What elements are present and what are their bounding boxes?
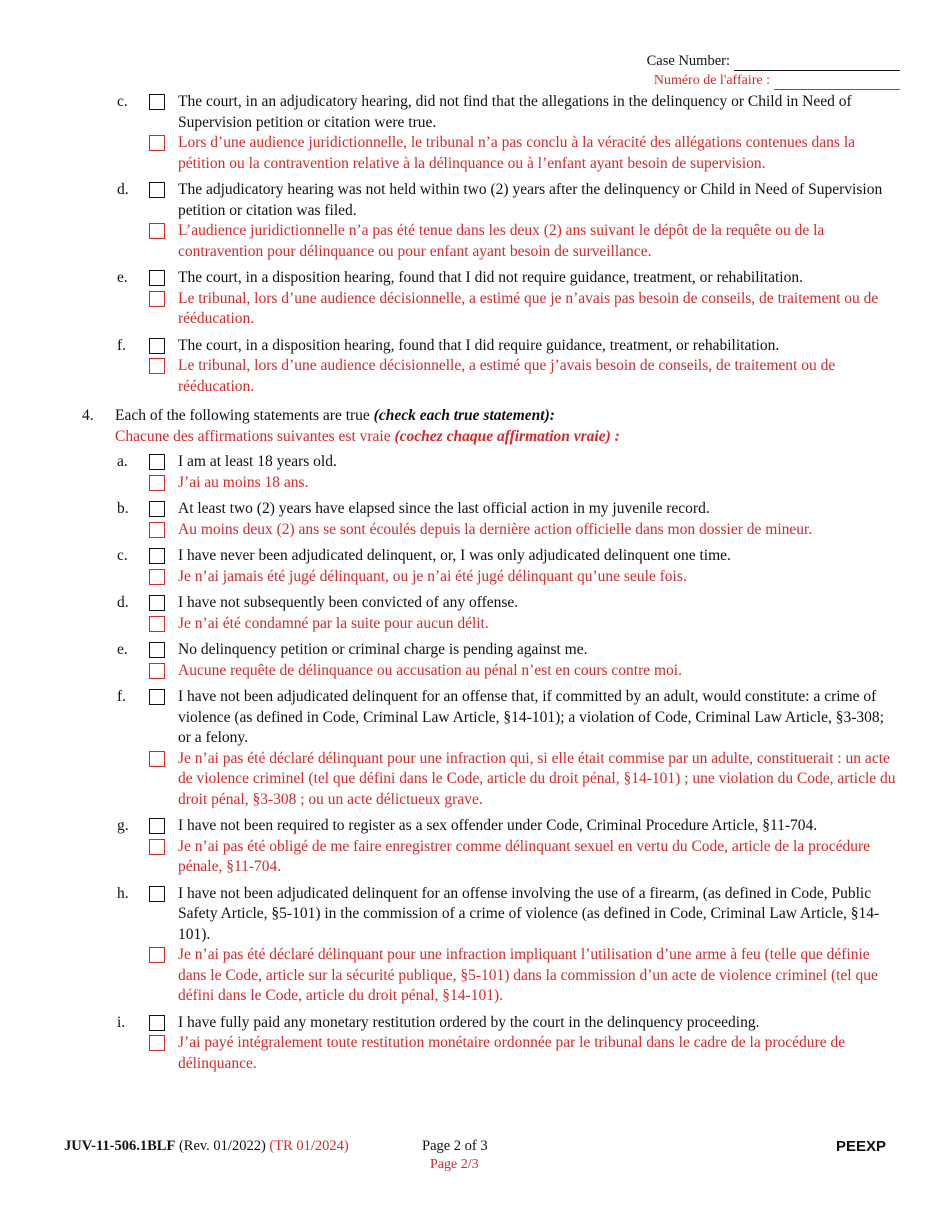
list-item bbox=[0, 180, 950, 262]
checkbox[interactable] bbox=[149, 454, 165, 470]
item-text-fr: Aucune requête de délinquance ou accusation au pénal n’est en cours contre moi. bbox=[178, 661, 682, 679]
item-letter: a. bbox=[117, 453, 128, 470]
form-tag: PEEXP bbox=[836, 1138, 887, 1155]
section-3-items bbox=[0, 92, 950, 397]
checkbox[interactable] bbox=[149, 1015, 165, 1031]
form-identifier bbox=[64, 1138, 349, 1155]
intro-en: Each of the following statements are true bbox=[115, 407, 374, 424]
intro-fr-emphasis: (cochez chaque affirmation vraie) : bbox=[394, 427, 620, 445]
item-text-fr: Lors d’une audience juridictionnelle, le tribunal n’a pas conclu à la véracité des allégations contenues dans la pétition ou la contravention relative à la délinquance ou à l’enfant ayant besoin de supervision. bbox=[178, 134, 856, 172]
item-letter: b. bbox=[117, 500, 129, 517]
item-text-en: The court, in a disposition hearing, found that I did not require guidance, treatment, or rehabilitation. bbox=[178, 269, 803, 286]
intro-en-emphasis: (check each true statement): bbox=[373, 407, 555, 424]
checkbox[interactable] bbox=[149, 501, 165, 517]
item-letter: i. bbox=[117, 1013, 126, 1031]
item-text-fr: Je n’ai pas été déclaré délinquant pour une infraction qui, si elle était commise par un adulte, constituerait : un acte de violence criminel (tel que défini dans le Code, article du droit pénal, §14-101) ; une violation du Code, article du droit pénal, §3-308 ; ou un acte délictueux grave. bbox=[178, 749, 896, 808]
section-4-items bbox=[0, 452, 950, 1074]
list-item bbox=[0, 1013, 950, 1075]
checkbox[interactable] bbox=[149, 595, 165, 611]
list-item bbox=[0, 268, 950, 330]
list-item bbox=[0, 336, 950, 398]
checkbox-fr[interactable] bbox=[149, 223, 165, 239]
item-text-fr: L’audience juridictionnelle n’a pas été tenue dans les deux (2) ans suivant le dépôt de la requête ou de la contravention pour délinquance ou pour enfant ayant besoin de surveillance. bbox=[178, 222, 825, 260]
list-item bbox=[0, 499, 950, 540]
checkbox[interactable] bbox=[149, 548, 165, 564]
item-text-en: At least two (2) years have elapsed since the last official action in my juvenile record. bbox=[178, 500, 710, 517]
list-item bbox=[0, 816, 950, 878]
question-4-text-fr bbox=[115, 427, 895, 448]
case-number-label-fr: Numéro de l'affaire : bbox=[653, 73, 770, 88]
checkbox[interactable] bbox=[149, 818, 165, 834]
item-text-en: The court, in an adjudicatory hearing, did not find that the allegations in the delinquency or Child in Need of Supervision petition or citation were true. bbox=[178, 93, 852, 131]
item-text-en: The adjudicatory hearing was not held within two (2) years after the delinquency or Child in Need of Supervision petition or citation was filed. bbox=[178, 181, 883, 219]
item-text-fr: Le tribunal, lors d’une audience décisionnelle, a estimé que je n’avais pas besoin de conseils, de traitement ou de rééducation. bbox=[178, 289, 879, 327]
list-item bbox=[0, 687, 950, 810]
checkbox-fr[interactable] bbox=[149, 1035, 165, 1051]
checkbox-fr[interactable] bbox=[149, 358, 165, 374]
item-text-fr: Je n’ai pas été obligé de me faire enregistrer comme délinquant sexuel en vertu du Code, article de la procédure pénale, §11-704. bbox=[178, 837, 871, 875]
question-4-text-en bbox=[115, 406, 895, 427]
checkbox-fr[interactable] bbox=[149, 616, 165, 632]
translation-revision: (TR 01/2024) bbox=[269, 1138, 349, 1154]
list-item bbox=[0, 593, 950, 634]
list-item bbox=[0, 452, 950, 493]
item-text-fr: J’ai payé intégralement toute restitution monétaire ordonnée par le tribunal dans le cadre de la procédure de délinquance. bbox=[178, 1034, 846, 1072]
checkbox-fr[interactable] bbox=[149, 751, 165, 767]
item-letter: e. bbox=[117, 641, 128, 658]
item-letter: h. bbox=[117, 884, 129, 902]
checkbox-fr[interactable] bbox=[149, 947, 165, 963]
checkbox[interactable] bbox=[149, 338, 165, 354]
list-item bbox=[0, 92, 950, 174]
question-number: 4. bbox=[82, 407, 94, 424]
case-number-field-fr[interactable] bbox=[774, 76, 900, 90]
item-text-fr: J’ai au moins 18 ans. bbox=[178, 473, 309, 491]
case-number-label: Case Number: bbox=[646, 53, 730, 69]
item-text-en: I have fully paid any monetary restitution ordered by the court in the delinquency proceeding. bbox=[178, 1013, 760, 1031]
item-letter: g. bbox=[117, 817, 129, 834]
item-text-en: I have not been adjudicated delinquent for an offense that, if committed by an adult, would constitute: a crime of violence (as defined in Code, Criminal Law Article, §14-101); a violation of Code, Criminal Law Article, §3-308; or a felony. bbox=[178, 688, 884, 746]
item-text-en: The court, in a disposition hearing, found that I did require guidance, treatment, or rehabilitation. bbox=[178, 336, 780, 354]
item-letter: c. bbox=[117, 93, 128, 110]
checkbox-fr[interactable] bbox=[149, 475, 165, 491]
checkbox-fr[interactable] bbox=[149, 569, 165, 585]
item-letter: e. bbox=[117, 269, 128, 286]
checkbox-fr[interactable] bbox=[149, 663, 165, 679]
checkbox[interactable] bbox=[149, 182, 165, 198]
item-text-fr: Au moins deux (2) ans se sont écoulés depuis la dernière action officielle dans mon dossier de mineur. bbox=[178, 520, 813, 538]
item-text-fr: Je n’ai jamais été jugé délinquant, ou je n’ai été jugé délinquant qu’une seule fois. bbox=[178, 567, 687, 585]
checkbox[interactable] bbox=[149, 689, 165, 705]
list-item bbox=[0, 546, 950, 587]
checkbox-fr[interactable] bbox=[149, 135, 165, 151]
page-number: Page 2 of 3 bbox=[422, 1138, 488, 1154]
item-letter: d. bbox=[117, 181, 129, 198]
item-letter: d. bbox=[117, 594, 129, 611]
checkbox-fr[interactable] bbox=[149, 291, 165, 307]
item-text-fr: Le tribunal, lors d’une audience décisionnelle, a estimé que j’avais besoin de conseils, de traitement ou de rééducation. bbox=[178, 357, 836, 395]
item-text-en: I have not been required to register as a sex offender under Code, Criminal Procedure Article, §11-704. bbox=[178, 817, 818, 834]
item-letter: c. bbox=[117, 547, 128, 564]
checkbox[interactable] bbox=[149, 94, 165, 110]
checkbox[interactable] bbox=[149, 270, 165, 286]
item-text-en: I have not subsequently been convicted of any offense. bbox=[178, 594, 519, 611]
case-number-row-fr bbox=[560, 71, 900, 90]
item-text-fr: Je n’ai pas été déclaré délinquant pour une infraction impliquant l’utilisation d’une arme à feu (telle que définie dans le Code, article sur la sécurité publique, §5-101) dans la commission d’un acte de violence criminel (tel que défini dans le Code, article du droit pénal, §14-101). bbox=[178, 946, 878, 1004]
item-text-en: No delinquency petition or criminal charge is pending against me. bbox=[178, 641, 588, 658]
item-text-fr: Je n’ai été condamné par la suite pour aucun délit. bbox=[178, 614, 489, 632]
list-item bbox=[0, 884, 950, 1007]
item-text-en: I am at least 18 years old. bbox=[178, 453, 337, 470]
intro-fr: Chacune des affirmations suivantes est vraie bbox=[115, 427, 395, 445]
item-text-en: I have not been adjudicated delinquent for an offense involving the use of a firearm, (as defined in Code, Public Safety Article, §5-101) in the commission of a crime of violence (as defined in Code, Criminal Law Article, §14-101). bbox=[178, 884, 880, 943]
form-code: JUV-11-506.1BLF bbox=[64, 1138, 176, 1154]
checkbox[interactable] bbox=[149, 886, 165, 902]
item-letter: f. bbox=[117, 688, 127, 705]
item-text-en: I have never been adjudicated delinquent, or, I was only adjudicated delinquent one time. bbox=[178, 547, 731, 564]
list-item bbox=[0, 640, 950, 681]
item-letter: f. bbox=[117, 336, 127, 354]
form-revision: (Rev. 01/2022) bbox=[175, 1138, 270, 1154]
case-number-header bbox=[560, 52, 900, 90]
checkbox-fr[interactable] bbox=[149, 839, 165, 855]
page-number-fr: Page 2/3 bbox=[430, 1157, 479, 1172]
case-number-field[interactable] bbox=[734, 57, 900, 71]
checkbox[interactable] bbox=[149, 642, 165, 658]
checkbox-fr[interactable] bbox=[149, 522, 165, 538]
case-number-row bbox=[560, 52, 900, 71]
